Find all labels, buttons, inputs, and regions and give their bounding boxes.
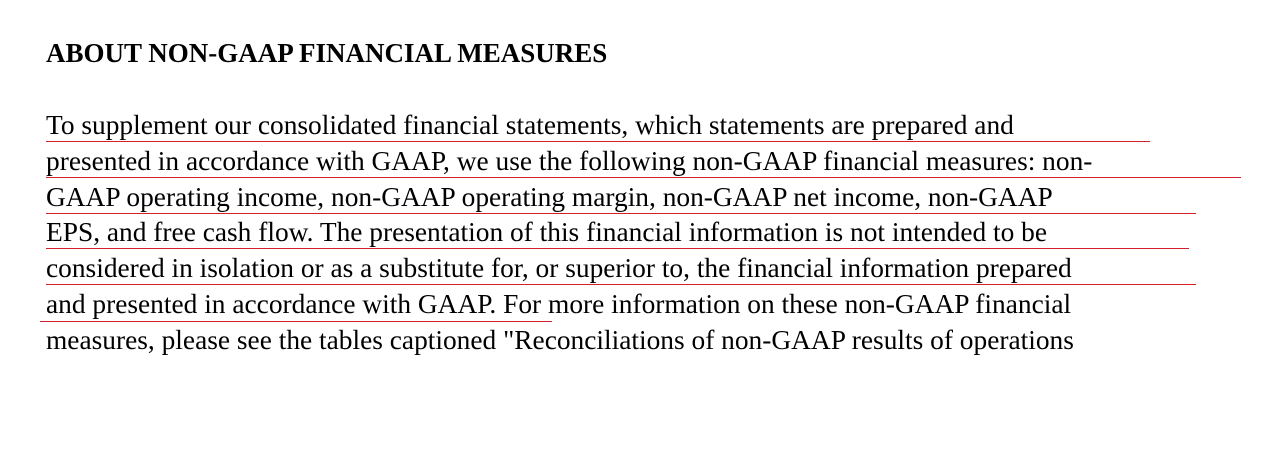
highlight-underline — [46, 284, 1196, 285]
paragraph — [46, 108, 1271, 359]
paragraph-line-1 — [46, 108, 1271, 144]
paragraph-line-6 — [46, 287, 1271, 323]
paragraph-line-2 — [46, 144, 1271, 180]
line-text: considered in isolation or as a substitute for, or superior to, the financial information prepared — [46, 253, 1072, 284]
line-text: To supplement our consolidated financial statements, which statements are prepared and — [46, 110, 1014, 140]
paragraph-line-5 — [46, 251, 1271, 287]
paragraph-line-3 — [46, 180, 1271, 216]
paragraph-line-7 — [46, 323, 1271, 359]
highlight-underline — [46, 177, 1241, 178]
highlight-underline — [46, 213, 1196, 214]
section-heading: ABOUT NON-GAAP FINANCIAL MEASURES — [46, 38, 608, 68]
line-text: EPS, and free cash flow. The presentation of this financial information is not intended to be — [46, 217, 1048, 248]
line-text: and presented in accordance with GAAP. For more information on these non-GAAP financial — [46, 288, 1072, 319]
paragraph-line-4 — [46, 215, 1271, 251]
line-text: GAAP operating income, non-GAAP operating margin, non-GAAP net income, non-GAAP — [46, 181, 1053, 212]
line-text: presented in accordance with GAAP, we use the following non-GAAP financial measures: non- — [46, 145, 1093, 176]
highlight-underline — [46, 141, 1150, 142]
line-text: measures, please see the tables captioned "Reconciliations of non-GAAP results of operations — [46, 324, 1074, 355]
highlight-underline — [46, 248, 1189, 249]
